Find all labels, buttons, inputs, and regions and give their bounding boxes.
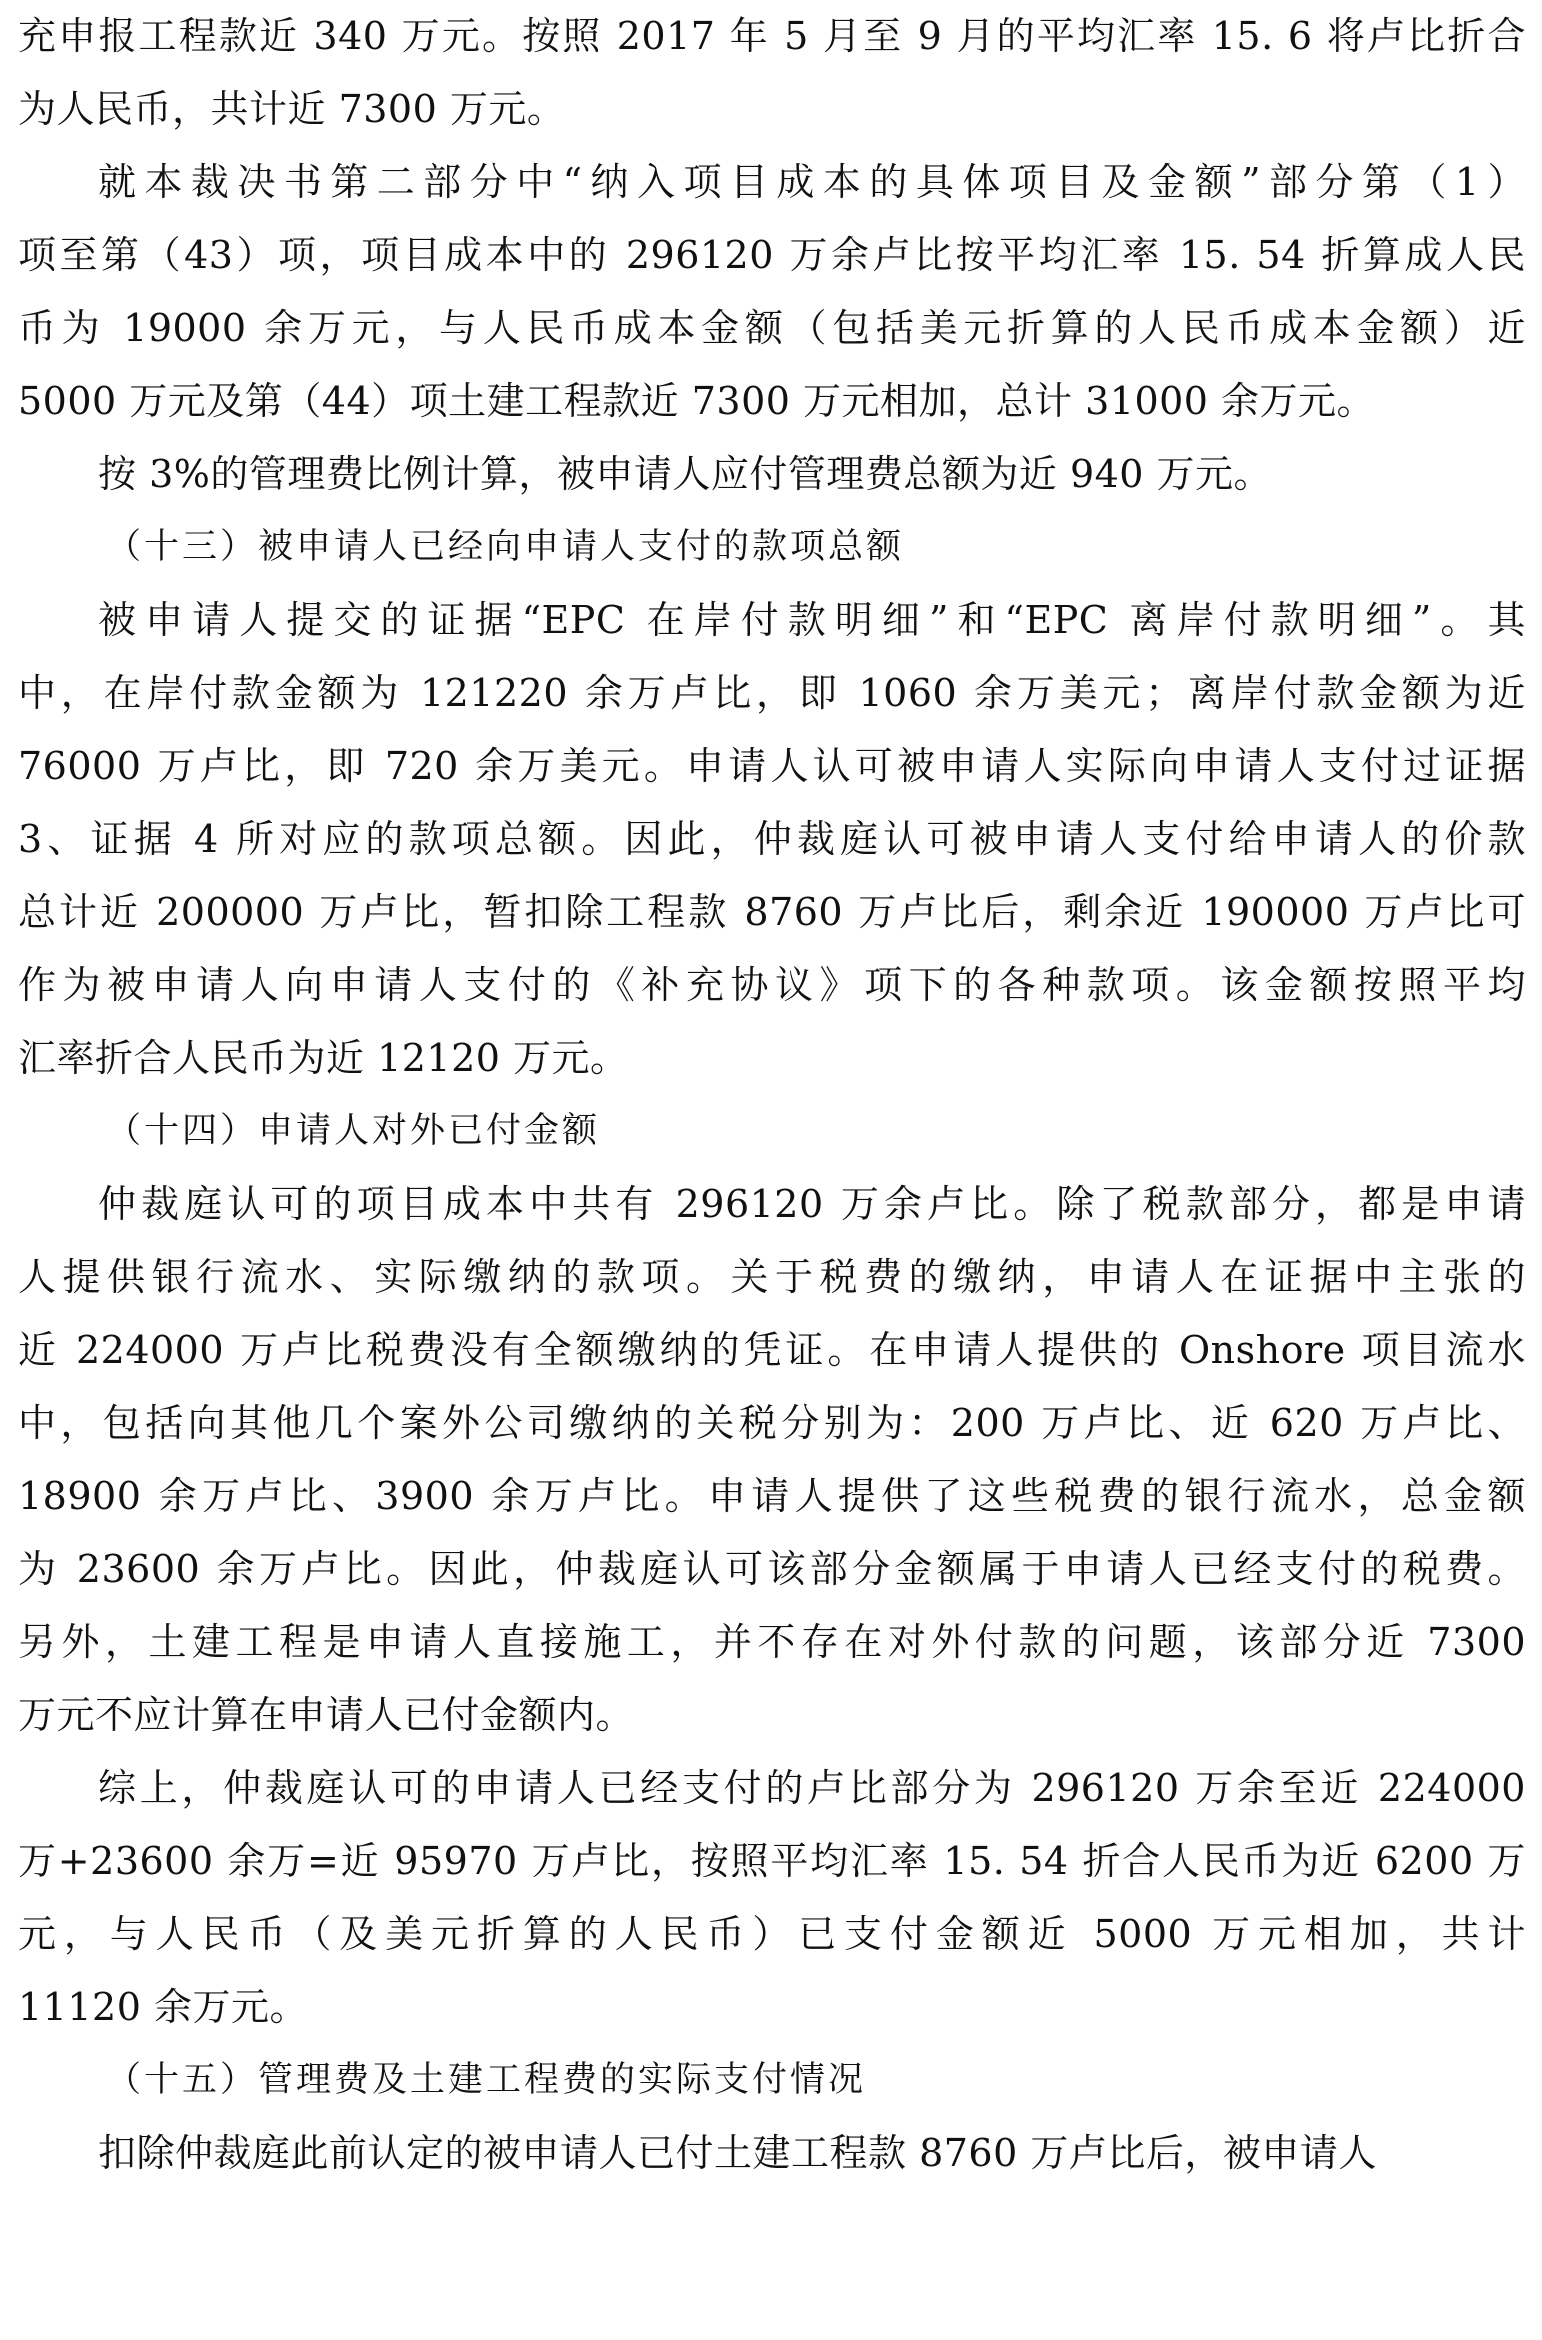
text-line: 中，在岸付款金额为 121220 余万卢比，即 1060 余万美元；离岸付款金额为近	[18, 671, 1526, 715]
text-line: 11120 余万元。	[18, 1985, 308, 2029]
paragraph	[18, 0, 1526, 146]
text-line: 另外，土建工程是申请人直接施工，并不存在对外付款的问题，该部分近 7300	[18, 1620, 1526, 1664]
text-line: 万元不应计算在申请人已付金额内。	[18, 1693, 635, 1737]
text-line: 人提供银行流水、实际缴纳的款项。关于税费的缴纳，申请人在证据中主张的	[18, 1255, 1526, 1299]
text-line: 近 224000 万卢比税费没有全额缴纳的凭证。在申请人提供的 Onshore 项目流水	[18, 1328, 1526, 1372]
text-line: 万+23600 余万=近 95970 万卢比，按照平均汇率 15. 54 折合人民币为近 6200 万	[18, 1839, 1526, 1883]
paragraph	[18, 584, 1526, 1095]
text-line: 元，与人民币（及美元折算的人民币）已支付金额近 5000 万元相加，共计	[18, 1912, 1526, 1956]
text-line: 被申请人提交的证据“EPC 在岸付款明细”和“EPC 离岸付款明细”。其	[98, 598, 1526, 642]
paragraph	[18, 438, 1526, 511]
text-line: 76000 万卢比，即 720 余万美元。申请人认可被申请人实际向申请人支付过证据	[18, 744, 1526, 788]
text-line: 总计近 200000 万卢比，暂扣除工程款 8760 万卢比后，剩余近 190000 万卢比可	[18, 890, 1526, 934]
document-page	[18, 0, 1526, 2190]
paragraph	[18, 2117, 1526, 2190]
text-line: 3、证据 4 所对应的款项总额。因此，仲裁庭认可被申请人支付给申请人的价款	[18, 817, 1526, 861]
text-line: 为 23600 余万卢比。因此，仲裁庭认可该部分金额属于申请人已经支付的税费。	[18, 1547, 1526, 1591]
section-heading: （十五）管理费及土建工程费的实际支付情况	[106, 2060, 867, 2100]
text-line: 按 3%的管理费比例计算，被申请人应付管理费总额为近 940 万元。	[98, 452, 1273, 496]
text-line: 5000 万元及第（44）项土建工程款近 7300 万元相加，总计 31000 余万元。	[18, 379, 1376, 423]
text-line: 项至第（43）项，项目成本中的 296120 万余卢比按平均汇率 15. 54 折算成人民	[18, 233, 1526, 277]
text-line: 充申报工程款近 340 万元。按照 2017 年 5 月至 9 月的平均汇率 15. 6 将卢比折合	[18, 14, 1526, 58]
paragraph	[18, 146, 1526, 438]
text-line: 币为 19000 余万元，与人民币成本金额（包括美元折算的人民币成本金额）近	[18, 306, 1526, 350]
text-line: 扣除仲裁庭此前认定的被申请人已付土建工程款 8760 万卢比后，被申请人	[98, 2131, 1377, 2175]
text-line: 综上，仲裁庭认可的申请人已经支付的卢比部分为 296120 万余至近 224000	[98, 1766, 1526, 1810]
text-line: 18900 余万卢比、3900 余万卢比。申请人提供了这些税费的银行流水，总金额	[18, 1474, 1526, 1518]
section-heading: （十三）被申请人已经向申请人支付的款项总额	[106, 527, 905, 567]
text-line: 仲裁庭认可的项目成本中共有 296120 万余卢比。除了税款部分，都是申请	[98, 1182, 1526, 1226]
text-line: 中，包括向其他几个案外公司缴纳的关税分别为：200 万卢比、近 620 万卢比、	[18, 1401, 1526, 1445]
section-heading: （十四）申请人对外已付金额	[106, 1111, 601, 1151]
text-line: 作为被申请人向申请人支付的《补充协议》项下的各种款项。该金额按照平均	[18, 963, 1526, 1007]
paragraph	[18, 1168, 1526, 1752]
paragraph	[18, 1752, 1526, 2044]
text-line: 汇率折合人民币为近 12120 万元。	[18, 1036, 629, 1080]
text-line: 就本裁决书第二部分中“纳入项目成本的具体项目及金额”部分第（1）	[98, 160, 1526, 204]
text-line: 为人民币，共计近 7300 万元。	[18, 87, 566, 131]
